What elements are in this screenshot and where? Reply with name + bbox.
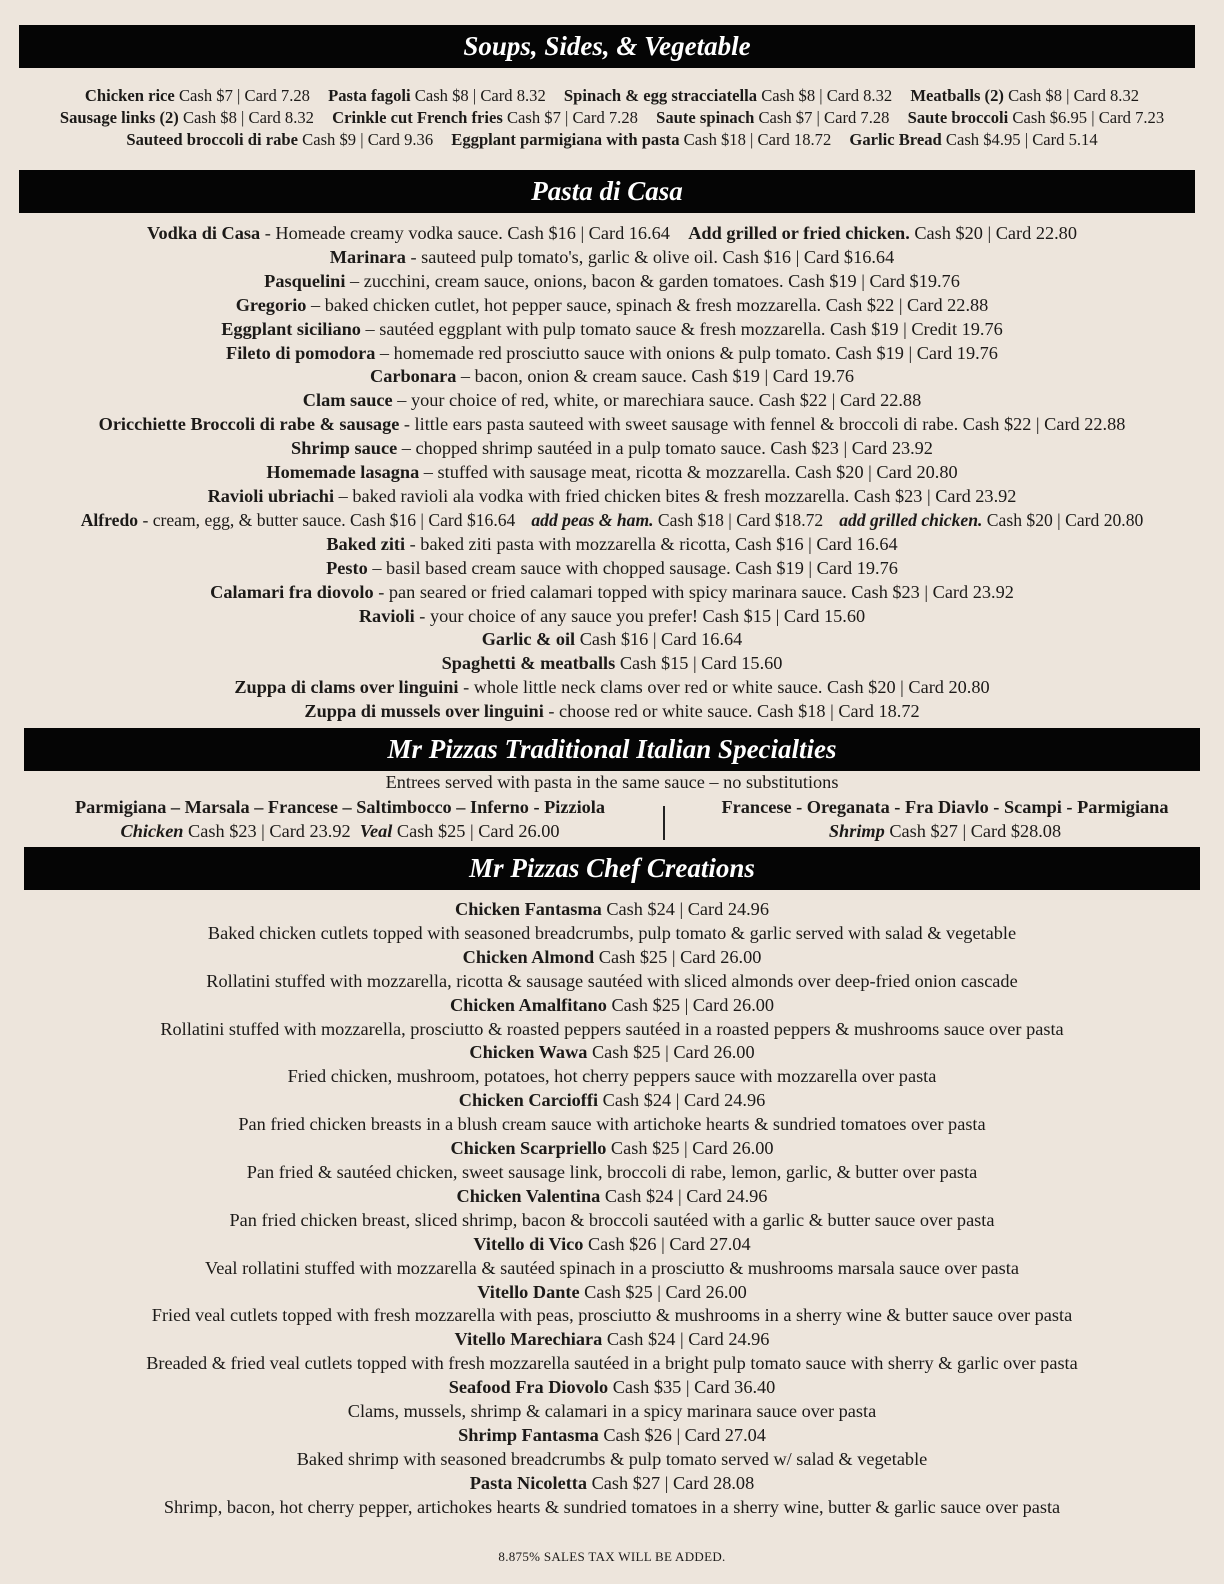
menu-item: Saute spinach Cash $7 | Card 7.28 [656,108,890,127]
chef-item-desc: Baked shrimp with seasoned breadcrumbs & pulp tomato served w/ salad & vegetable [296,1448,928,1469]
soups-banner [19,25,1195,68]
pasta-item: Pasquelini – zucchini, cream sauce, onions, bacon & garden tomatoes. Cash $19 | Card $19.76 [264,270,960,291]
pasta-item: Spaghetti & meatballs Cash $15 | Card 15.60 [441,653,783,674]
pasta-title: Pasta di Casa [531,176,683,206]
pasta-item: Pesto – basil based cream sauce with chopped sausage. Cash $19 | Card 19.76 [326,557,898,578]
specialties-left [60,795,620,843]
soups-line [0,129,1224,151]
menu-item: Crinkle cut French fries Cash $7 | Card 7.28 [332,108,638,127]
chef-banner [24,847,1200,890]
menu-item: Meatballs (2) Cash $8 | Card 8.32 [910,86,1140,105]
chef-item-title: Chicken Wawa Cash $25 | Card 26.00 [469,1042,755,1063]
specialties-intro: Entrees served with pasta in the same sauce – no substitutions [385,772,839,792]
soups-title: Soups, Sides, & Vegetable [463,31,751,61]
chef-item-desc: Fried veal cutlets topped with fresh mozzarella with peas, prosciutto & mushrooms in a sherry wine & butter sauce over pasta [151,1305,1073,1326]
chef-item-title: Vitello di Vico Cash $26 | Card 27.04 [473,1233,751,1254]
chef-item-desc: Pan fried chicken breasts in a blush cream sauce with artichoke hearts & sundried tomatoes over pasta [238,1114,986,1135]
chef-item-title: Chicken Amalfitano Cash $25 | Card 26.00 [449,994,775,1015]
pasta-item: Zuppa di mussels over linguini - choose red or white sauce. Cash $18 | Card 18.72 [304,701,920,722]
pasta-item: Clam sauce – your choice of red, white, or marechiara sauce. Cash $22 | Card 22.88 [302,390,922,411]
specialties-banner [24,728,1200,771]
pasta-banner [19,170,1195,213]
chef-item-desc: Breaded & fried veal cutlets topped with fresh mozzarella sautéed in a bright pulp tomato sauce with sherry & garlic over pasta [146,1353,1078,1374]
chef-item-title: Vitello Marechiara Cash $24 | Card 24.96 [454,1329,770,1350]
pasta-item: Eggplant siciliano – sautéed eggplant with pulp tomato sauce & fresh mozzarella. Cash $19 | Credit 19.76 [221,318,1003,339]
pasta-item: Carbonara – bacon, onion & cream sauce. Cash $19 | Card 19.76 [370,366,854,387]
chef-item-desc: Rollatini stuffed with mozzarella, ricotta & sausage sautéed with sliced almonds over deep-fried onion cascade [206,970,1018,991]
chef-item-desc: Pan fried & sautéed chicken, sweet sausage link, broccoli di rabe, lemon, garlic, & butter over pasta [246,1161,978,1182]
chicken-veal-styles: Parmigiana – Marsala – Francese – Saltimbocco – Inferno - Pizziola [74,797,606,817]
menu-item: Chicken rice Cash $7 | Card 7.28 [84,86,310,105]
menu-item: Sauteed broccoli di rabe Cash $9 | Card 9.36 [126,130,434,149]
chef-item-title: Chicken Carcioffi Cash $24 | Card 24.96 [458,1090,766,1111]
pasta-item: Fileto di pomodora – homemade red prosciutto sauce with onions & pulp tomato. Cash $19 | Card 19.76 [226,342,998,363]
menu-item: Eggplant parmigiana with pasta Cash $18 | Card 18.72 [451,130,832,149]
pasta-item: Ravioli - your choice of any sauce you prefer! Cash $15 | Card 15.60 [358,605,866,626]
menu-item: Sausage links (2) Cash $8 | Card 8.32 [59,108,314,127]
shrimp-styles: Francese - Oreganata - Fra Diavlo - Scampi - Parmigiana [721,797,1169,817]
pasta-item: Ravioli ubriachi – baked ravioli ala vodka with fried chicken bites & fresh mozzarella. Cash $23 | Card 23.92 [207,485,1017,506]
pasta-item: Homemade lasagna – stuffed with sausage meat, ricotta & mozzarella. Cash $20 | Card 20.80 [266,462,958,483]
chef-item-title: Pasta Nicoletta Cash $27 | Card 28.08 [469,1472,755,1493]
pasta-item: Gregorio – baked chicken cutlet, hot pepper sauce, spinach & fresh mozzarella. Cash $22 | Card 22.88 [235,294,989,315]
pasta-item: Oricchiette Broccoli di rabe & sausage - little ears pasta sauteed with sweet sausage with fennel & broccoli di rabe. Cash $22 | Card 22.88 [98,414,1126,435]
chef-item-desc: Fried chicken, mushroom, potatoes, hot cherry peppers sauce with mozzarella over pasta [287,1066,937,1087]
menu-item: Spinach & egg stracciatella Cash $8 | Card 8.32 [563,86,893,105]
chef-item-title: Shrimp Fantasma Cash $26 | Card 27.04 [458,1424,766,1445]
chef-item-desc: Shrimp, bacon, hot cherry pepper, artichokes hearts & sundried tomatoes in a sherry wine, butter & garlic sauce over pasta [163,1496,1061,1517]
sales-tax-note: 8.875% SALES TAX WILL BE ADDED. [498,1549,726,1564]
menu-item: Garlic Bread Cash $4.95 | Card 5.14 [849,130,1098,149]
specialties-right [665,795,1224,843]
chef-item-title: Chicken Fantasma Cash $24 | Card 24.96 [455,899,769,919]
chef-item-title: Vitello Dante Cash $25 | Card 26.00 [477,1281,747,1302]
shrimp-price: Shrimp Cash $27 | Card $28.08 [828,821,1062,841]
chef-item-desc: Pan fried chicken breast, sliced shrimp, bacon & broccoli sautéed with a garlic & butter sauce over pasta [229,1209,995,1230]
chef-item-desc: Rollatini stuffed with mozzarella, prosciutto & roasted peppers sautéed in a roasted peppers & mushrooms sauce over pasta [160,1018,1064,1039]
menu-item: Saute broccoli Cash $6.95 | Card 7.23 [907,108,1165,127]
pasta-item: Zuppa di clams over linguini - whole little neck clams over red or white sauce. Cash $20 | Card 20.80 [234,677,990,698]
specialties-title: Mr Pizzas Traditional Italian Specialties [387,734,837,764]
chef-list [0,898,1224,1520]
chef-item-title: Chicken Valentina Cash $24 | Card 24.96 [456,1185,768,1206]
pasta-item: Alfredo - cream, egg, & butter sauce. Cash $16 | Card $16.64 add peas & ham. Cash $18 | Card $18.72 add grilled chicken. Cash $20 | Card 20.80 [80,509,1144,530]
pasta-item: Garlic & oil Cash $16 | Card 16.64 [481,629,743,650]
pasta-list [0,222,1224,724]
pasta-item: Calamari fra diovolo - pan seared or fried calamari topped with spicy marinara sauce. Cash $23 | Card 23.92 [210,581,1014,602]
chicken-veal-prices: Chicken Cash $23 | Card 23.92 Veal Cash $25 | Card 26.00 [120,821,560,841]
pasta-item: Baked ziti - baked ziti pasta with mozzarella & ricotta, Cash $16 | Card 16.64 [326,533,898,554]
chef-item-desc: Veal rollatini stuffed with mozzarella & sautéed spinach in a prosciutto & mushrooms marsala sauce over pasta [205,1257,1019,1278]
chef-title: Mr Pizzas Chef Creations [469,853,755,883]
chef-item-desc: Baked chicken cutlets topped with seasoned breadcrumbs, pulp tomato & garlic served with salad & vegetable [207,922,1017,943]
chef-item-title: Chicken Scarpriello Cash $25 | Card 26.00 [450,1138,774,1159]
soups-line [0,107,1224,129]
pasta-item: Shrimp sauce – chopped shrimp sautéed in a pulp tomato sauce. Cash $23 | Card 23.92 [291,438,933,459]
pasta-item: Vodka di Casa - Homeade creamy vodka sauce. Cash $16 | Card 16.64 Add grilled or fried chicken. Cash $20 | Card 22.80 [147,223,1077,243]
chef-item-desc: Clams, mussels, shrimp & calamari in a spicy marinara sauce over pasta [347,1401,877,1422]
chef-item-title: Seafood Fra Diovolo Cash $35 | Card 36.40 [448,1377,776,1398]
pasta-item: Marinara - sauteed pulp tomato's, garlic & olive oil. Cash $16 | Card $16.64 [329,246,895,267]
menu-item: Pasta fagoli Cash $8 | Card 8.32 [328,86,546,105]
soups-list [0,85,1224,151]
chef-item-title: Chicken Almond Cash $25 | Card 26.00 [462,946,762,967]
soups-line [0,85,1224,107]
